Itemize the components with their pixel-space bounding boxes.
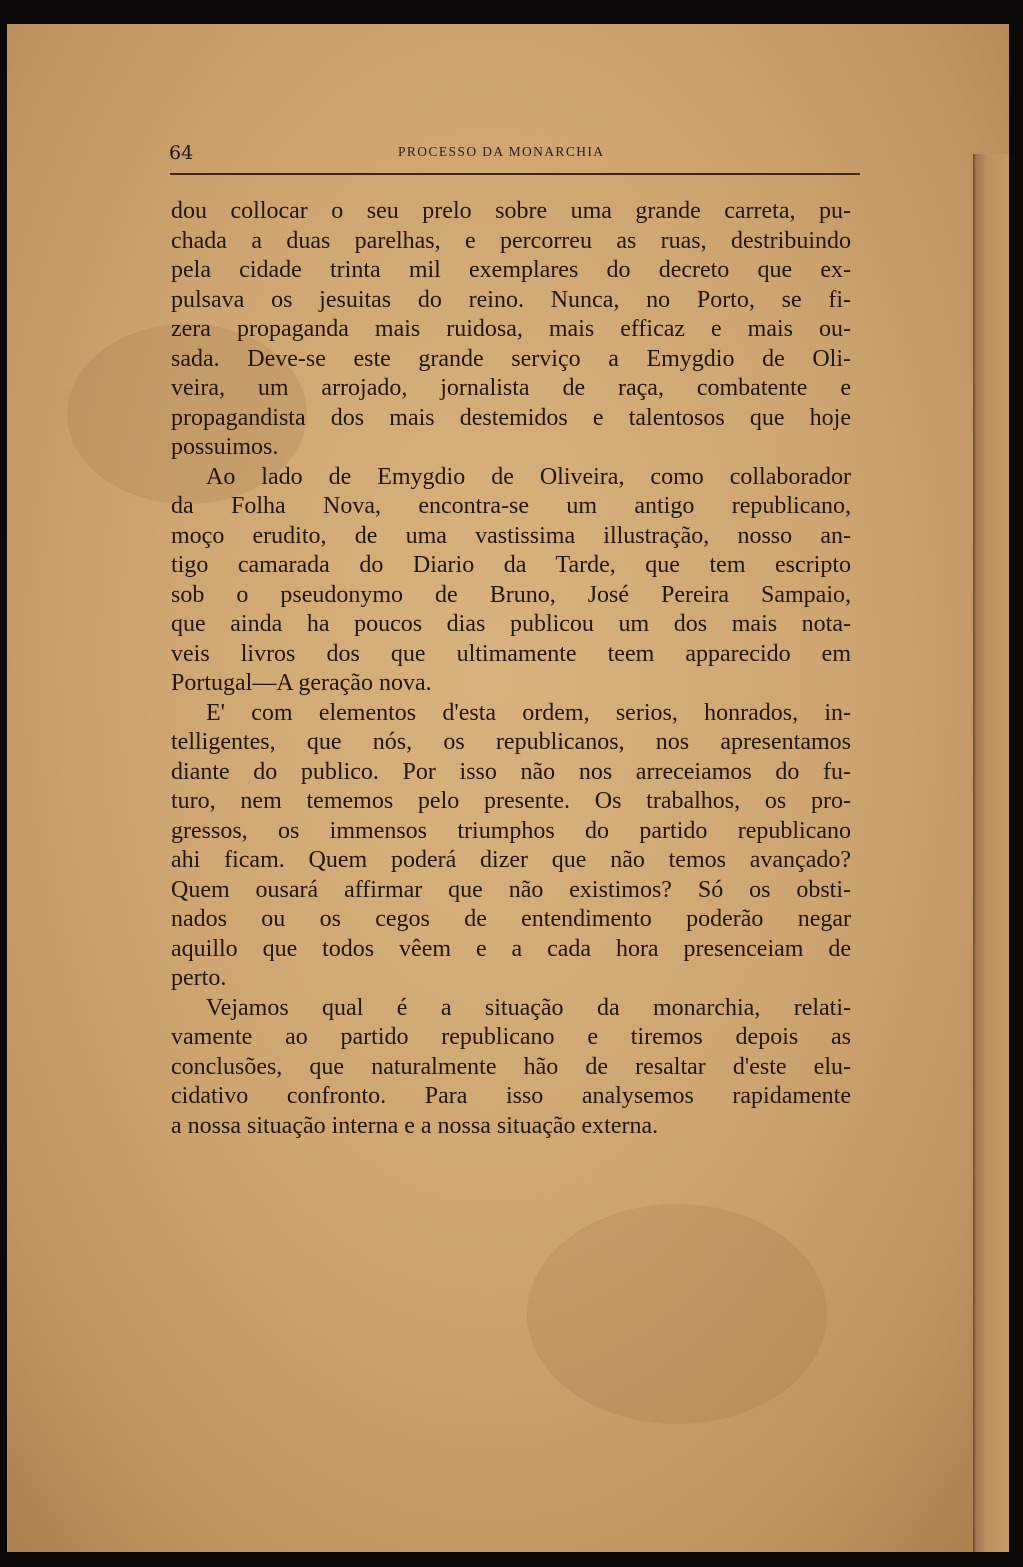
- text-line: Quem ousará affirmar que não existimos? Só os obsti-: [171, 876, 851, 903]
- text-line: vamente ao partido republicano e tiremos depois as: [171, 1024, 851, 1050]
- body-text: [171, 197, 851, 1141]
- text-line: telligentes, que nós, os republicanos, nos apresentamos: [171, 729, 851, 755]
- paper-stain: [527, 1204, 827, 1424]
- text-line: ahi ficam. Quem poderá dizer que não temos avançado?: [171, 847, 851, 873]
- text-line: chada a duas parelhas, e percorreu as ruas, destribuindo: [171, 227, 851, 254]
- text-line: propagandista dos mais destemidos e talentosos que hoje: [171, 404, 851, 431]
- text-line: dou collocar o seu prelo sobre uma grande carreta, pu-: [171, 198, 851, 224]
- text-line: veira, um arrojado, jornalista de raça, combatente e: [171, 375, 851, 401]
- header-rule: [170, 173, 860, 175]
- text-line: nados ou os cegos de entendimento poderão negar: [171, 906, 851, 932]
- running-head: [164, 140, 864, 170]
- text-line: cidativo confronto. Para isso analysemos rapidamente: [171, 1083, 851, 1109]
- text-line: perto.: [171, 965, 227, 991]
- text-line: possuimos.: [171, 434, 279, 460]
- text-line: E' com elementos d'esta ordem, serios, honrados, in-: [206, 699, 851, 726]
- text-line: da Folha Nova, encontra-se um antigo republicano,: [171, 493, 851, 519]
- text-line: diante do publico. Por isso não nos arreceiamos do fu-: [171, 758, 851, 785]
- text-line: zera propaganda mais ruidosa, mais efficaz e mais ou-: [171, 316, 851, 342]
- text-line: turo, nem tememos pelo presente. Os trabalhos, os pro-: [171, 788, 851, 814]
- text-line: sada. Deve-se este grande serviço a Emygdio de Oli-: [171, 345, 851, 372]
- text-line: Vejamos qual é a situação da monarchia, relati-: [206, 994, 851, 1021]
- text-line: sob o pseudonymo de Bruno, José Pereira Sampaio,: [171, 581, 851, 608]
- text-line: tigo camarada do Diario da Tarde, que tem escripto: [171, 552, 851, 578]
- next-page-edge: [973, 154, 1009, 1552]
- running-title: PROCESSO DA MONARCHIA: [398, 144, 605, 159]
- text-line: Portugal—A geração nova.: [171, 670, 432, 696]
- text-line: veis livros dos que ultimamente teem apparecido em: [171, 640, 851, 667]
- text-line: a nossa situação interna e a nossa situação externa.: [171, 1112, 659, 1139]
- text-line: aquillo que todos vêem e a cada hora presenceiam de: [171, 935, 851, 962]
- page-number: 64: [169, 142, 194, 164]
- text-line: gressos, os immensos triumphos do partido republicano: [171, 817, 851, 844]
- text-line: conclusões, que naturalmente hão de resaltar d'este elu-: [171, 1053, 851, 1080]
- text-line: moço erudito, de uma vastissima illustração, nosso an-: [171, 522, 851, 549]
- text-line: pela cidade trinta mil exemplares do decreto que ex-: [171, 257, 851, 283]
- text-line: Ao lado de Emygdio de Oliveira, como collaborador: [206, 463, 851, 490]
- text-line: pulsava os jesuitas do reino. Nunca, no Porto, se fi-: [171, 286, 851, 313]
- text-line: que ainda ha poucos dias publicou um dos mais nota-: [171, 611, 851, 637]
